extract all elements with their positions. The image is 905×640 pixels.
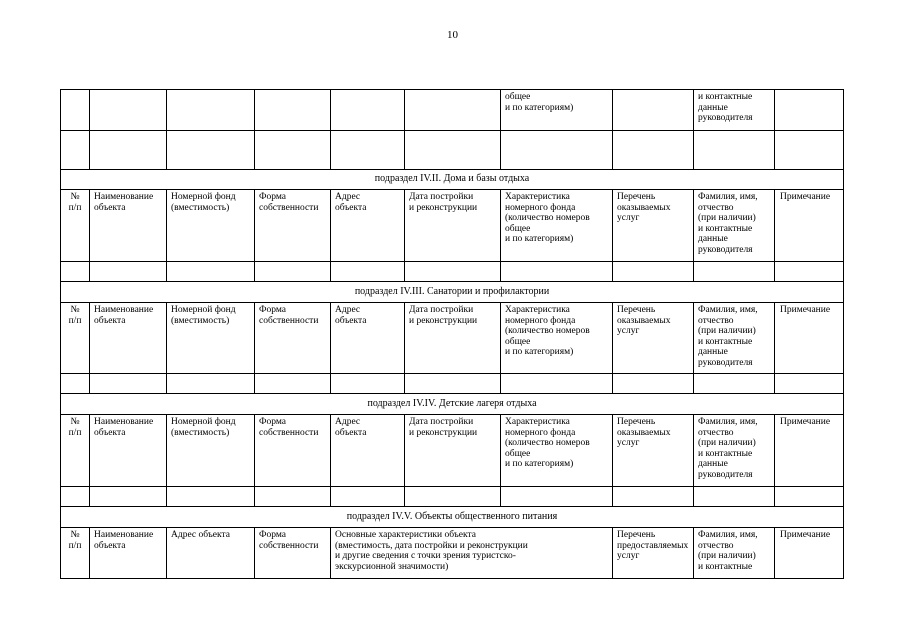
header-row: [61, 303, 844, 374]
table-cell: [775, 487, 844, 507]
header-services: Перечень оказываемых услуг: [613, 190, 694, 262]
table-row: [61, 262, 844, 282]
header-num: № п/п: [61, 415, 90, 487]
header-address: Адрес объекта: [331, 190, 405, 262]
header-build-date: Дата постройки и реконструкции: [405, 303, 501, 374]
header-services: Перечень оказываемых услуг: [613, 303, 694, 374]
header-characteristics: Характеристика номерного фонда (количество номеров общее и по категориям): [501, 303, 613, 374]
section-title-row: [61, 507, 844, 528]
section-title-row: [61, 170, 844, 190]
table-cell: [90, 487, 167, 507]
contacts-cell: и контактные данные руководителя: [694, 90, 775, 131]
table-cell: [90, 262, 167, 282]
header-note: Примечание: [775, 415, 844, 487]
header-address: Адрес объекта: [331, 303, 405, 374]
header-num: № п/п: [61, 190, 90, 262]
table-cell: [775, 262, 844, 282]
section-title: подраздел IV.V. Объекты общественного питания: [61, 507, 844, 528]
table-cell: [613, 487, 694, 507]
table-cell: [501, 487, 613, 507]
table-cell: [61, 487, 90, 507]
header-name: Наименование объекта: [90, 190, 167, 262]
table-cell: [405, 262, 501, 282]
header-note: Примечание: [775, 303, 844, 374]
table-cell: [167, 374, 255, 394]
table-cell: [61, 131, 90, 170]
table-cell: [255, 131, 331, 170]
header-note: Примечание: [775, 190, 844, 262]
table-row: [61, 90, 844, 131]
table-cell: [255, 374, 331, 394]
section-title: подраздел IV.IV. Детские лагеря отдыха: [61, 394, 844, 415]
table-cell: [405, 90, 501, 131]
header-ownership: Форма собственности: [255, 190, 331, 262]
table-cell: [613, 374, 694, 394]
header-ownership: Форма собственности: [255, 303, 331, 374]
table-cell: [331, 374, 405, 394]
header-services: Перечень оказываемых услуг: [613, 415, 694, 487]
table-cell: [61, 90, 90, 131]
table-cell: [405, 487, 501, 507]
header-row: [61, 415, 844, 487]
characteristics-cell: общее и по категориям): [501, 90, 613, 131]
table-cell: [694, 131, 775, 170]
section-title: подраздел IV.II. Дома и базы отдыха: [61, 170, 844, 190]
table-cell: [167, 262, 255, 282]
header-name: Наименование объекта: [90, 415, 167, 487]
table-cell: [255, 487, 331, 507]
header-name: Наименование объекта: [90, 528, 167, 579]
header-build-date: Дата постройки и реконструкции: [405, 415, 501, 487]
header-num: № п/п: [61, 528, 90, 579]
header-contacts: Фамилия, имя, отчество (при наличии) и контактные: [694, 528, 775, 579]
table-row: [61, 487, 844, 507]
table-cell: [167, 487, 255, 507]
table-cell: [61, 262, 90, 282]
section-title-row: [61, 394, 844, 415]
header-address: Адрес объекта: [167, 528, 255, 579]
table-cell: [331, 262, 405, 282]
table-cell: [775, 131, 844, 170]
table-cell: [61, 374, 90, 394]
page-number: 10: [447, 29, 458, 41]
header-contacts: Фамилия, имя, отчество (при наличии) и контактные данные руководителя: [694, 415, 775, 487]
header-row: [61, 190, 844, 262]
table-cell: [775, 374, 844, 394]
header-num: № п/п: [61, 303, 90, 374]
section-title: подраздел IV.III. Санатории и профилактории: [61, 282, 844, 303]
header-note: Примечание: [775, 528, 844, 579]
header-address: Адрес объекта: [331, 415, 405, 487]
header-build-date: Дата постройки и реконструкции: [405, 190, 501, 262]
table-cell: [613, 131, 694, 170]
table-cell: [775, 90, 844, 131]
table-cell: [405, 374, 501, 394]
table-cell: [90, 131, 167, 170]
table-cell: [694, 262, 775, 282]
table-cell: [694, 487, 775, 507]
header-characteristics: Характеристика номерного фонда (количество номеров общее и по категориям): [501, 190, 613, 262]
table-cell: [501, 262, 613, 282]
header-capacity: Номерной фонд (вместимость): [167, 303, 255, 374]
table-cell: [613, 90, 694, 131]
header-ownership: Форма собственности: [255, 415, 331, 487]
section-title-row: [61, 282, 844, 303]
header-row: [61, 528, 844, 579]
header-characteristics: Основные характеристики объекта (вместимость, дата постройки и реконструкции и другие сведения с точки зрения туристско- экскурсионной значимости): [331, 528, 613, 579]
header-name: Наименование объекта: [90, 303, 167, 374]
table-cell: [90, 374, 167, 394]
table-row: [61, 131, 844, 170]
table-cell: [694, 374, 775, 394]
header-services: Перечень предоставляемых услуг: [613, 528, 694, 579]
table-cell: [331, 487, 405, 507]
table-cell: [167, 90, 255, 131]
header-characteristics: Характеристика номерного фонда (количество номеров общее и по категориям): [501, 415, 613, 487]
header-contacts: Фамилия, имя, отчество (при наличии) и контактные данные руководителя: [694, 190, 775, 262]
table-cell: [501, 131, 613, 170]
registry-table: [60, 89, 844, 579]
table-cell: [90, 90, 167, 131]
table-cell: [613, 262, 694, 282]
table-cell: [167, 131, 255, 170]
table-cell: [331, 131, 405, 170]
table-cell: [255, 262, 331, 282]
header-ownership: Форма собственности: [255, 528, 331, 579]
table-cell: [501, 374, 613, 394]
header-capacity: Номерной фонд (вместимость): [167, 190, 255, 262]
header-capacity: Номерной фонд (вместимость): [167, 415, 255, 487]
table-row: [61, 374, 844, 394]
table-cell: [255, 90, 331, 131]
header-contacts: Фамилия, имя, отчество (при наличии) и контактные данные руководителя: [694, 303, 775, 374]
table-cell: [331, 90, 405, 131]
table-cell: [405, 131, 501, 170]
